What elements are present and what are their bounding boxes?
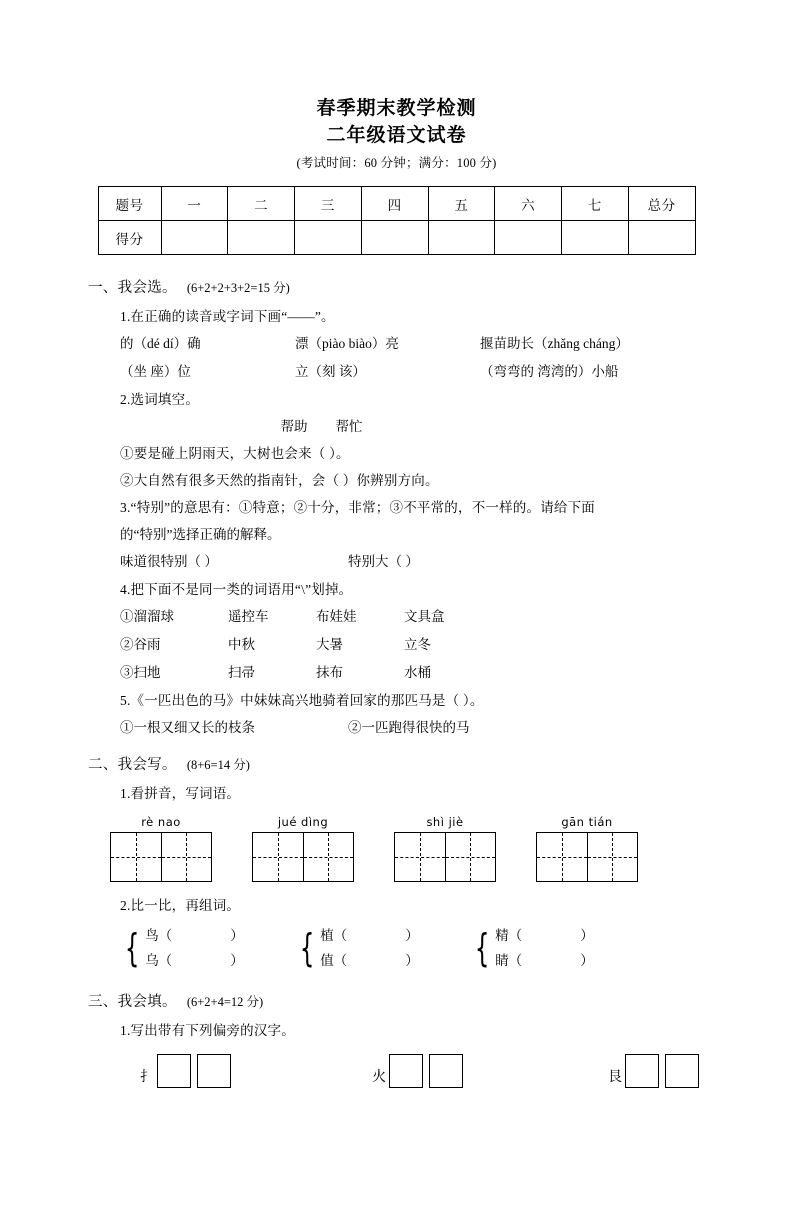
pair-bottom-line[interactable] bbox=[320, 948, 419, 973]
exam-info: (考试时间：60 分钟；满分：100 分) bbox=[296, 156, 497, 170]
grid-cell[interactable] bbox=[111, 833, 161, 881]
grid-cell[interactable] bbox=[445, 833, 496, 881]
pair-bottom-line[interactable] bbox=[145, 948, 244, 973]
table-header-col-5: 六 bbox=[495, 187, 562, 221]
pinyin-grid-item bbox=[394, 815, 496, 882]
question-2-1-prompt: 1.看拼音，写词语。 bbox=[120, 786, 241, 801]
tianzige-grid[interactable] bbox=[110, 832, 212, 882]
word-item[interactable]: ②谷雨 bbox=[120, 637, 161, 652]
table-header-col-4: 五 bbox=[428, 187, 495, 221]
table-header-col-1: 二 bbox=[228, 187, 295, 221]
pinyin-grid-item bbox=[110, 815, 212, 882]
choice-like[interactable]: 立（刻 该） bbox=[295, 364, 366, 379]
question-1-4-row-2 bbox=[120, 659, 705, 687]
word-item[interactable]: 抹布 bbox=[316, 665, 343, 680]
page-subtitle: 二年级语文试卷 bbox=[326, 125, 467, 146]
score-table-wrapper bbox=[0, 186, 793, 255]
table-header-label-1: 得分 bbox=[98, 221, 161, 255]
radical-answer-box[interactable] bbox=[157, 1054, 191, 1088]
character-pair-groups bbox=[120, 923, 705, 973]
section-2-marks: (8+6=14 分) bbox=[186, 758, 250, 772]
pair-char-bottom: 值（ bbox=[320, 953, 348, 968]
grid-cell[interactable] bbox=[303, 833, 354, 881]
question-1-2-item-0[interactable]: ①要是碰上阴雨天，大树也会来（ ）。 bbox=[120, 446, 350, 461]
radical-label: 扌 bbox=[140, 1070, 154, 1085]
pair-char-top: 植（ bbox=[320, 928, 348, 943]
tianzige-grid[interactable] bbox=[536, 832, 638, 882]
character-pair-group bbox=[120, 923, 295, 973]
word-item[interactable]: 布娃娃 bbox=[316, 609, 357, 624]
word-item[interactable]: 大暑 bbox=[316, 637, 343, 652]
score-cell-5[interactable] bbox=[495, 221, 562, 255]
section-2-title: 二、我会写。 bbox=[88, 757, 177, 773]
word-item[interactable]: ③扫地 bbox=[120, 665, 161, 680]
pinyin-label: jué dìng bbox=[277, 815, 329, 829]
pair-paren-close: ） bbox=[580, 953, 594, 968]
question-1-3-items bbox=[120, 548, 705, 576]
score-cell-3[interactable] bbox=[361, 221, 428, 255]
word-item[interactable]: 中秋 bbox=[228, 637, 255, 652]
question-1-4-prompt: 4.把下面不是同一类的词语用“\”划掉。 bbox=[120, 582, 353, 597]
question-1-5-prompt[interactable]: 5.《一匹出色的马》中妹妹高兴地骑着回家的那匹马是（ ）。 bbox=[120, 693, 484, 708]
grid-cell[interactable] bbox=[587, 833, 638, 881]
radical-answer-box[interactable] bbox=[389, 1054, 423, 1088]
word-item[interactable]: 遥控车 bbox=[228, 609, 269, 624]
section-3-title: 三、我会填。 bbox=[88, 994, 177, 1010]
word-item[interactable]: 扫帚 bbox=[228, 665, 255, 680]
score-cell-4[interactable] bbox=[428, 221, 495, 255]
page-title: 春季期末教学检测 bbox=[316, 98, 477, 119]
section-heading-1 bbox=[88, 273, 705, 303]
brace-icon: { bbox=[299, 925, 315, 970]
word-item[interactable]: 水桶 bbox=[404, 665, 431, 680]
grid-cell[interactable] bbox=[161, 833, 212, 881]
choice-zuowei[interactable]: （坐 座）位 bbox=[120, 364, 191, 379]
radical-answer-box[interactable] bbox=[197, 1054, 231, 1088]
question-1-5-option-0[interactable]: ①一根又细又长的枝条 bbox=[120, 720, 255, 735]
radical-answer-box[interactable] bbox=[429, 1054, 463, 1088]
grid-cell[interactable] bbox=[537, 833, 587, 881]
title-block bbox=[0, 96, 793, 174]
choice-wanwan-de-xiaochuan[interactable]: （弯弯的 湾湾的）小船 bbox=[480, 364, 619, 379]
question-1-2-word-bank bbox=[88, 413, 705, 440]
radical-label: 火 bbox=[372, 1070, 387, 1085]
pair-paren-close: ） bbox=[405, 953, 419, 968]
score-cell-7[interactable] bbox=[628, 221, 695, 255]
radical-group bbox=[140, 1054, 372, 1088]
question-1-2-item-1[interactable]: ②大自然有很多天然的指南针，会（ ）你辨别方向。 bbox=[120, 473, 439, 488]
choice-piao-liang[interactable]: 漂（piào biào）亮 bbox=[295, 336, 399, 351]
question-1-2-prompt: 2.选词填空。 bbox=[120, 392, 200, 407]
pair-paren-close: ） bbox=[405, 928, 419, 943]
pair-char-top: 鸟（ bbox=[145, 928, 173, 943]
table-row bbox=[98, 187, 695, 221]
grid-cell[interactable] bbox=[395, 833, 445, 881]
pinyin-label: gān tián bbox=[561, 815, 613, 829]
question-1-4-row-0 bbox=[120, 603, 705, 631]
character-pair-group bbox=[470, 923, 645, 973]
word-bank-option-0[interactable]: 帮助 bbox=[280, 419, 308, 434]
exam-page bbox=[0, 96, 793, 1218]
pinyin-grid-item bbox=[536, 815, 638, 882]
question-3-1-prompt: 1.写出带有下列偏旁的汉字。 bbox=[120, 1023, 295, 1038]
score-cell-0[interactable] bbox=[161, 221, 228, 255]
question-1-1-row-1 bbox=[120, 330, 705, 358]
radical-answer-box[interactable] bbox=[625, 1054, 659, 1088]
question-1-5-option-1[interactable]: ②一匹跑得很快的马 bbox=[348, 720, 470, 735]
pair-char-top: 精（ bbox=[495, 928, 523, 943]
radical-group bbox=[372, 1054, 608, 1088]
pair-char-bottom: 乌（ bbox=[145, 953, 173, 968]
word-item[interactable]: 文具盒 bbox=[404, 609, 445, 624]
exam-content bbox=[0, 273, 793, 1088]
question-1-4-row-1 bbox=[120, 631, 705, 659]
section-1-marks: (6+2+2+3+2=15 分) bbox=[186, 281, 290, 295]
grid-cell[interactable] bbox=[253, 833, 303, 881]
section-1-title: 一、我会选。 bbox=[88, 280, 177, 296]
pinyin-writing-grids bbox=[110, 815, 705, 882]
radical-answer-box[interactable] bbox=[665, 1054, 699, 1088]
score-cell-6[interactable] bbox=[562, 221, 629, 255]
table-header-col-2: 三 bbox=[295, 187, 362, 221]
pair-top-line[interactable] bbox=[145, 923, 244, 948]
pair-bottom-line[interactable] bbox=[495, 948, 594, 973]
word-item[interactable]: 立冬 bbox=[404, 637, 431, 652]
pinyin-label: rè nao bbox=[141, 815, 181, 829]
pinyin-label: shì jiè bbox=[426, 815, 464, 829]
question-1-1-prompt: 1.在正确的读音或字词下画“——”。 bbox=[120, 309, 335, 324]
table-row bbox=[98, 221, 695, 255]
character-pair-group bbox=[295, 923, 470, 973]
table-header-label-0: 题号 bbox=[98, 187, 161, 221]
section-heading-2 bbox=[88, 750, 705, 780]
question-1-1-row-2 bbox=[120, 358, 705, 386]
tianzige-grid[interactable] bbox=[394, 832, 496, 882]
choice-yamiaozhuzhang[interactable]: 揠苗助长（zhǎng cháng） bbox=[480, 336, 629, 351]
score-table bbox=[98, 186, 696, 255]
brace-icon: { bbox=[124, 925, 140, 970]
question-1-3-prompt-line1: 3.“特别”的意思有：①特意；②十分，非常；③不平常的，不一样的。请给下面 bbox=[120, 500, 596, 515]
pair-paren-close: ） bbox=[230, 928, 244, 943]
tianzige-grid[interactable] bbox=[252, 832, 354, 882]
choice-de-que[interactable]: 的（dé dí）确 bbox=[120, 336, 201, 351]
brace-icon: { bbox=[474, 925, 490, 970]
pair-char-bottom: 睛（ bbox=[495, 953, 523, 968]
question-1-3-item-0[interactable]: 味道很特别（ ） bbox=[120, 554, 218, 569]
pair-top-line[interactable] bbox=[495, 923, 594, 948]
question-1-3-prompt-line2: 的“特别”选择正确的解释。 bbox=[120, 527, 281, 542]
section-3-marks: (6+2+4=12 分) bbox=[186, 995, 264, 1009]
section-heading-3 bbox=[88, 987, 705, 1017]
pair-paren-close: ） bbox=[580, 928, 594, 943]
question-1-5-options bbox=[120, 714, 705, 742]
table-header-col-0: 一 bbox=[161, 187, 228, 221]
table-header-col-6: 七 bbox=[562, 187, 629, 221]
radical-boxes-row bbox=[140, 1054, 705, 1088]
question-2-2-prompt: 2.比一比，再组词。 bbox=[120, 898, 241, 913]
pair-paren-close: ） bbox=[230, 953, 244, 968]
table-header-col-3: 四 bbox=[361, 187, 428, 221]
table-header-col-7: 总分 bbox=[628, 187, 695, 221]
word-bank-option-1[interactable]: 帮忙 bbox=[335, 419, 363, 434]
radical-group bbox=[608, 1054, 705, 1088]
radical-label: 艮 bbox=[608, 1070, 622, 1085]
score-cell-2[interactable] bbox=[295, 221, 362, 255]
score-cell-1[interactable] bbox=[228, 221, 295, 255]
pinyin-grid-item bbox=[252, 815, 354, 882]
word-item[interactable]: ①溜溜球 bbox=[120, 609, 174, 624]
pair-top-line[interactable] bbox=[320, 923, 419, 948]
question-1-3-item-1[interactable]: 特别大（ ） bbox=[348, 554, 419, 569]
